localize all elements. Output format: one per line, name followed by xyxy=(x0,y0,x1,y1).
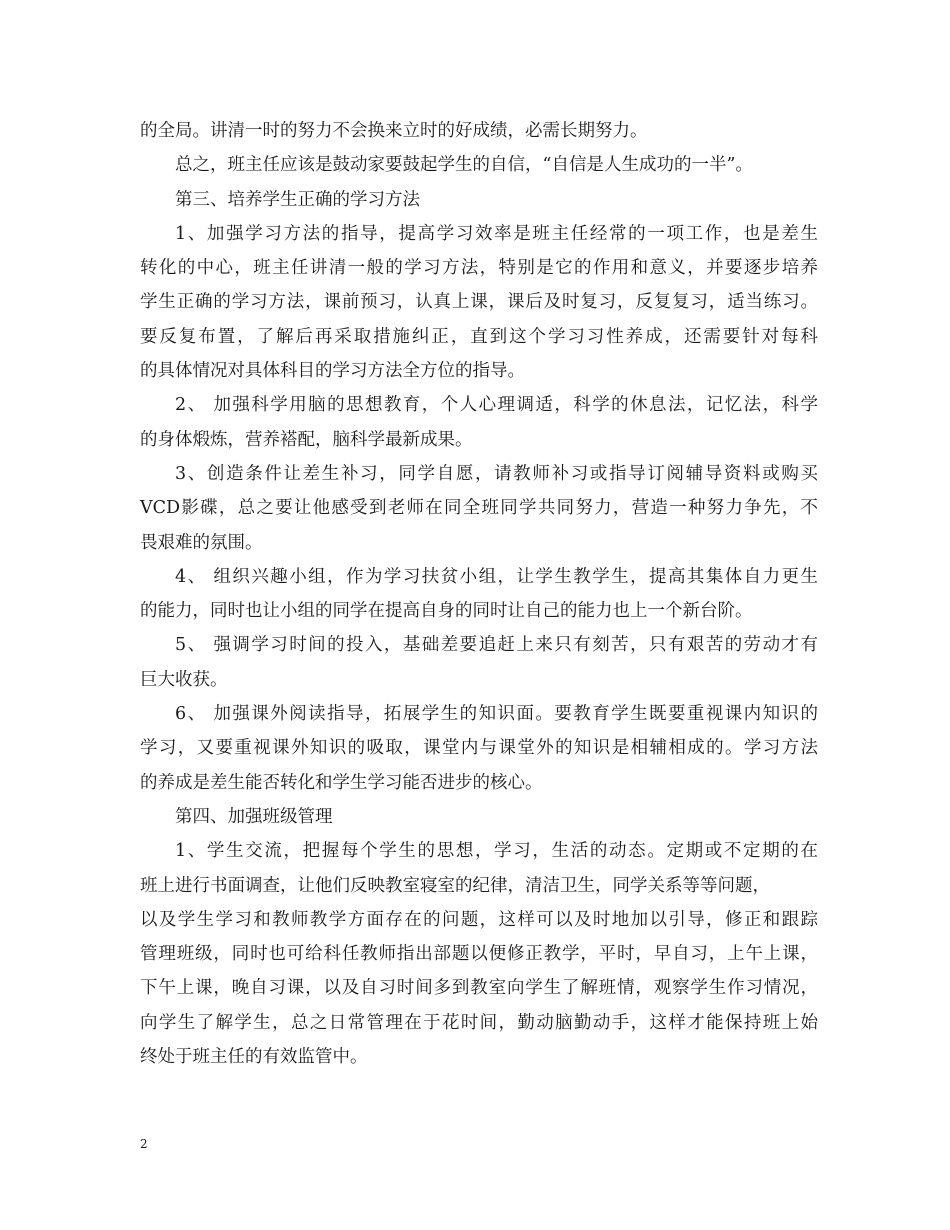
text-line: 管理班级，同时也可给科任教师指出部题以便修正教学，平时，早自习，上午上课， xyxy=(140,944,818,965)
text-line: 2、 加强科学用脑的思想教育，个人心理调适，科学的休息法，记忆法，科学 xyxy=(175,395,818,416)
text-line: 3、创造条件让差生补习，同学自愿，请教师补习或指导订阅辅导资料或购买 xyxy=(175,463,818,484)
text-line: 的养成是差生能否转化和学生学习能否进步的核心。 xyxy=(140,772,543,793)
text-line: 6、 加强课外阅读指导，拓展学生的知识面。要教育学生既要重视课内知识的 xyxy=(175,704,818,725)
text-line: 班上进行书面调查，让他们反映教室寝室的纪律，清洁卫生，同学关系等等问题， xyxy=(140,875,770,896)
page-number: 2 xyxy=(140,1137,148,1151)
text-line: 1、加强学习方法的指导，提高学习效率是班主任经常的一项工作，也是差生 xyxy=(175,223,818,244)
text-line: 转化的中心，班主任讲清一般的学习方法，特别是它的作用和意义，并要逐步培养 xyxy=(140,258,818,279)
text-line: 畏艰难的氛围。 xyxy=(140,532,263,553)
text-line: 总之，班主任应该是鼓动家要鼓起学生的自信，“自信是人生成功的一半”。 xyxy=(175,155,753,176)
text-line: 4、 组织兴趣小组，作为学习扶贫小组，让学生教学生，提高其集体自力更生 xyxy=(175,566,818,587)
text-line: VCD影碟，总之要让他感受到老师在同全班同学共同努力，营造一种努力争先，不 xyxy=(140,498,818,519)
text-line: 5、 强调学习时间的投入，基础差要追赶上来只有刻苦，只有艰苦的劳动才有 xyxy=(175,635,818,656)
text-line: 以及学生学习和教师教学方面存在的问题，这样可以及时地加以引导，修正和跟踪 xyxy=(140,909,818,930)
text-line: 的具体情况对具体科目的学习方法全方位的指导。 xyxy=(140,361,525,382)
text-line: 巨大收获。 xyxy=(140,669,228,690)
text-line: 向学生了解学生，总之日常管理在于花时间，勤动脑勤动手，这样才能保持班上始 xyxy=(140,1012,818,1033)
text-line: 终处于班主任的有效监管中。 xyxy=(140,1047,368,1068)
text-line: 的身体煅炼，营养褡配，脑科学最新成果。 xyxy=(140,429,473,450)
text-line: 学生正确的学习方法，课前预习，认真上课，课后及时复习，反复复习，适当练习。 xyxy=(140,292,818,313)
text-line: 1、学生交流，把握每个学生的思想，学习，生活的动态。定期或不定期的在 xyxy=(175,841,818,862)
text-line: 学习，又要重视课外知识的吸取，课堂内与课堂外的知识是相辅相成的。学习方法 xyxy=(140,738,818,759)
body-text xyxy=(140,114,818,1074)
text-line: 要反复布置，了解后再采取措施纠正，直到这个学习习性养成，还需要针对每科 xyxy=(140,326,818,347)
text-line: 第三、培养学生正确的学习方法 xyxy=(175,189,420,210)
text-line: 的能力，同时也让小组的同学在提高自身的同时让自己的能力也上一个新台阶。 xyxy=(140,601,753,622)
text-line: 的全局。讲清一时的努力不会换来立时的好成绩，必需长期努力。 xyxy=(140,121,648,141)
text-line: 下午上课，晚自习课，以及自习时间多到教室向学生了解班情，观察学生作习情况， xyxy=(140,978,818,999)
text-line: 第四、加强班级管理 xyxy=(175,806,333,827)
